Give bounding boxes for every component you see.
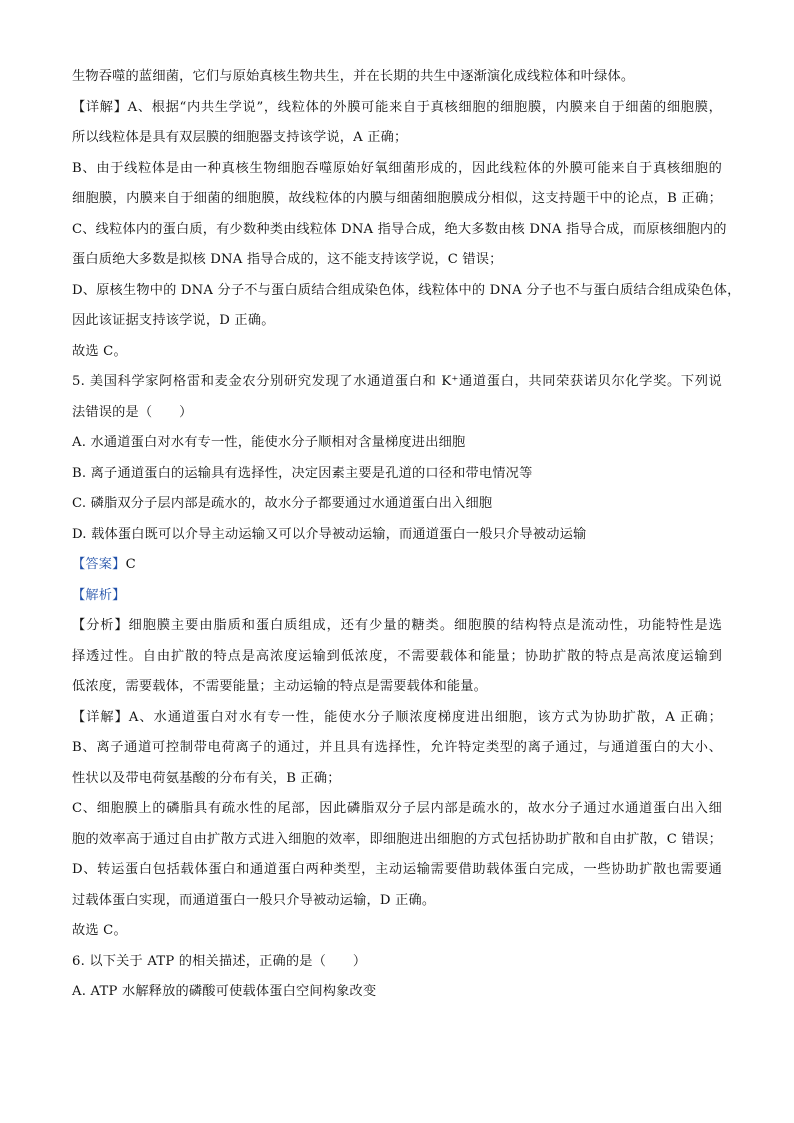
line-text: 细胞膜，内膜来自于细菌的细胞膜，故线粒体的内膜与细菌细胞膜成分相似，这支持题干中的论点，B 正确； bbox=[72, 191, 722, 206]
text-line bbox=[72, 733, 722, 764]
line-text: 故选 C。 bbox=[72, 343, 127, 359]
text-line bbox=[72, 398, 722, 429]
document-page bbox=[72, 62, 741, 1008]
line-text: 【分析】细胞膜主要由脂质和蛋白质组成，还有少量的糖类。细胞膜的结构特点是流动性，功能特性是选 bbox=[72, 618, 722, 633]
line-text: 生物吞噬的蓝细菌，它们与原始真核生物共生，并在长期的共生中逐渐演化成线粒体和叶绿体。 bbox=[72, 69, 635, 84]
text-line bbox=[72, 703, 722, 734]
text-line bbox=[72, 855, 722, 886]
text-line bbox=[72, 489, 722, 520]
line-text: 过载体蛋白实现，而通道蛋白一般只介导被动运输，D 正确。 bbox=[72, 892, 436, 908]
text-line bbox=[72, 672, 722, 703]
line-text: 【详解】A、根据“内共生学说”，线粒体的外膜可能来自于真核细胞的细胞膜，内膜来自于细菌的细胞膜， bbox=[72, 99, 722, 115]
line-text: C. 磷脂双分子层内部是疏水的，故水分子都要通过水通道蛋白出入细胞 bbox=[72, 496, 493, 511]
line-text: A. 水通道蛋白对水有专一性，能使水分子顺相对含量梯度进出细胞 bbox=[72, 435, 466, 450]
text-line bbox=[72, 245, 722, 276]
text-line bbox=[72, 764, 722, 795]
text-line bbox=[72, 306, 722, 337]
line-text: 蛋白质绝大多数是拟核 DNA 指导合成的，这不能支持该学说，C 错误； bbox=[72, 252, 503, 267]
text-line bbox=[72, 550, 722, 581]
text-line bbox=[72, 520, 722, 551]
text-line bbox=[72, 825, 722, 856]
text-line bbox=[72, 977, 722, 1008]
section-tag: 【解析】 bbox=[72, 587, 126, 603]
text-line bbox=[72, 215, 727, 246]
line-text: D、原核生物中的 DNA 分子不与蛋白质结合组成染色体，线粒体中的 DNA 分子也不与蛋白质结合组成染色体， bbox=[72, 282, 741, 298]
line-text: B、由于线粒体是由一种真核生物细胞吞噬原始好氧细菌形成的，因此线粒体的外膜可能来自于真核细胞的 bbox=[72, 160, 722, 176]
document-body bbox=[72, 62, 741, 1008]
line-text: 6. 以下关于 ATP 的相关描述，正确的是（ ） bbox=[72, 953, 367, 969]
text-line bbox=[72, 337, 722, 368]
text-line bbox=[72, 947, 722, 978]
text-line bbox=[72, 611, 722, 642]
line-text: 法错误的是（ ） bbox=[72, 404, 193, 420]
text-line bbox=[72, 276, 741, 307]
text-line bbox=[72, 642, 722, 673]
line-text: 低浓度，需要载体，不需要能量；主动运输的特点是需要载体和能量。 bbox=[72, 679, 488, 694]
line-text: B、离子通道可控制带电荷离子的通过，并且具有选择性，允许特定类型的离子通过，与通道蛋白的大小、 bbox=[72, 740, 722, 755]
line-text: D. 载体蛋白既可以介导主动运输又可以介导被动运输，而通道蛋白一般只介导被动运输 bbox=[72, 526, 587, 542]
line-text: 择透过性。自由扩散的特点是高浓度运输到低浓度，不需要载体和能量；协助扩散的特点是高浓度运输到 bbox=[72, 648, 722, 664]
text-line bbox=[72, 459, 722, 490]
line-text: B. 离子通道蛋白的运输具有选择性，决定因素主要是孔道的口径和带电情况等 bbox=[72, 465, 533, 481]
text-line bbox=[72, 184, 722, 215]
section-tag: 【答案】 bbox=[72, 557, 126, 572]
line-text: 故选 C。 bbox=[72, 923, 127, 938]
line-text: D、转运蛋白包括载体蛋白和通道蛋白两种类型，主动运输需要借助载体蛋白完成，一些协助扩散也需要通 bbox=[72, 862, 722, 877]
line-text: 5. 美国科学家阿格雷和麦金农分别研究发现了水通道蛋白和 K⁺通道蛋白，共同荣获诺贝尔化学奖。下列说 bbox=[72, 374, 722, 389]
text-line bbox=[72, 581, 722, 612]
text-line bbox=[72, 886, 722, 917]
line-text: 【详解】A、水通道蛋白对水有专一性，能使水分子顺浓度梯度进出细胞，该方式为协助扩散，A 正确； bbox=[72, 709, 722, 725]
text-line bbox=[72, 62, 722, 93]
line-text: 因此该证据支持该学说，D 正确。 bbox=[72, 313, 275, 328]
line-text: 性状以及带电荷氨基酸的分布有关，B 正确； bbox=[72, 770, 341, 786]
text-line bbox=[72, 428, 722, 459]
text-line bbox=[72, 367, 722, 398]
text-line bbox=[72, 916, 722, 947]
line-text: C bbox=[125, 557, 136, 572]
text-line bbox=[72, 123, 722, 154]
line-text: 所以线粒体是具有双层膜的细胞器支持该学说，A 正确； bbox=[72, 130, 408, 145]
text-line bbox=[72, 154, 722, 185]
text-line bbox=[72, 794, 722, 825]
line-text: A. ATP 水解释放的磷酸可使载体蛋白空间构象改变 bbox=[72, 984, 377, 999]
line-text: C、线粒体内的蛋白质，有少数种类由线粒体 DNA 指导合成，绝大多数由核 DNA 指导合成，而原核细胞内的 bbox=[72, 221, 727, 237]
text-line bbox=[72, 93, 722, 124]
line-text: C、细胞膜上的磷脂具有疏水性的尾部，因此磷脂双分子层内部是疏水的，故水分子通过水通道蛋白出入细 bbox=[72, 801, 722, 816]
line-text: 胞的效率高于通过自由扩散方式进入细胞的效率，即细胞进出细胞的方式包括协助扩散和自由扩散，C 错误； bbox=[72, 831, 722, 847]
